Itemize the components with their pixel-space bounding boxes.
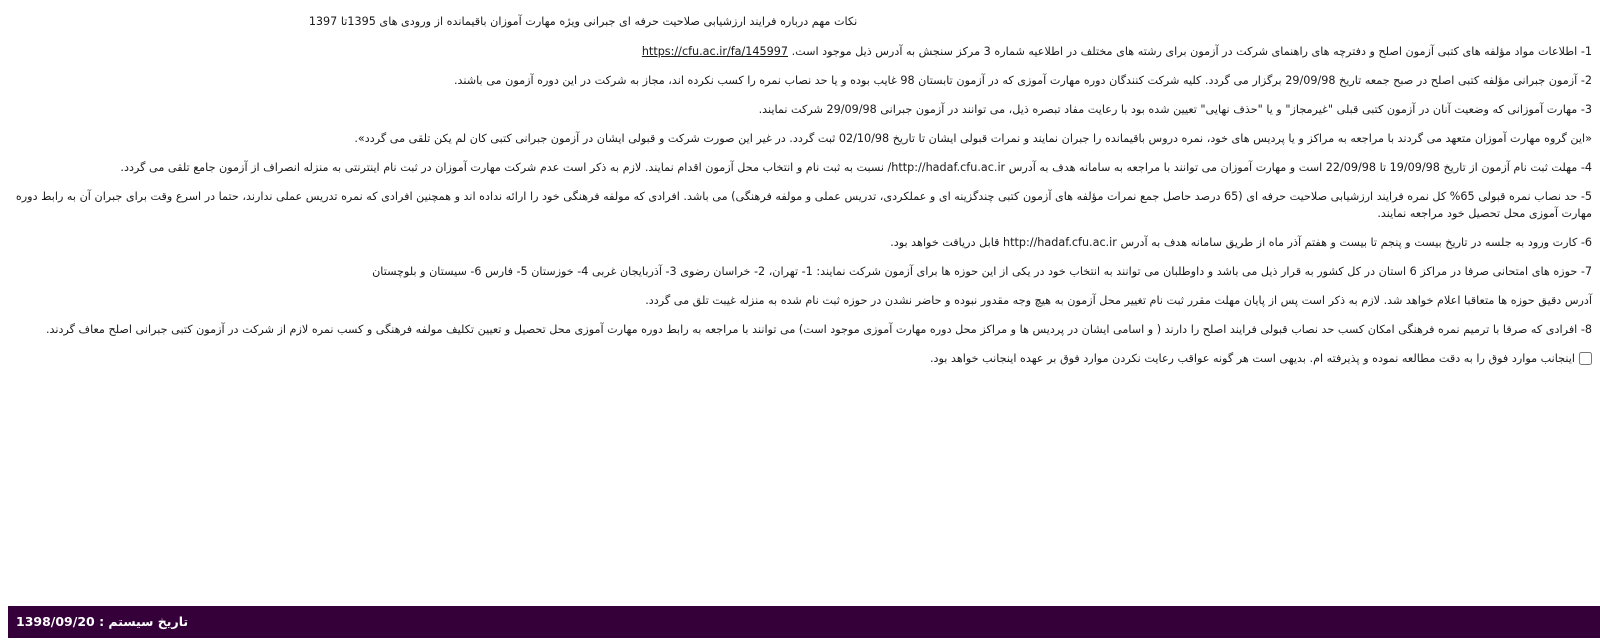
notice-item-2: 2- آزمون جبرانی مؤلفه کتبی اصلح در صبح جمعه تاریخ 29/09/98 برگزار می گردد. کلیه شرکت کنندگان دوره مهارت آموزی که در آزمون تابستان 98 غایب بوده و یا حد نصاب نمره را کسب نکرده اند، مجاز به شرکت در این دوره آزمون می باشند. bbox=[453, 74, 1592, 87]
notice-item-1 bbox=[4, 43, 1592, 60]
notice-item-4: 4- مهلت ثبت نام آزمون از تاریخ 19/09/98 تا 22/09/98 است و مهارت آموزان می توانند با مراجعه به سامانه هدف به آدرس http://hadaf.cfu.ac.ir/ نسبت به ثبت نام و انتخاب محل آزمون اقدام نمایند. لازم به ذکر است عدم شرکت مهارت آموزان در ثبت نام اینترنتی به منزله انصراف از آزمون جامع تلقی می گردد. bbox=[120, 161, 1592, 174]
notice-item-8: 8- افرادی که صرفا با ترمیم نمره فرهنگی امکان کسب حد نصاب قبولی فرایند اصلح را دارند ( و اسامی ایشان در پردیس ها و مراکز محل دوره مهارت آموزی موجود است) می توانند با مراجعه به رابط دوره مهارت آموزی محل تحصیل و تعیین تکلیف مولفه فرهنگی و کسب نمره لازم از شرکت در آزمون کتبی جبرانی اصلح معاف گردند. bbox=[45, 323, 1592, 336]
notice-item-6: 6- کارت ورود به جلسه در تاریخ بیست و پنجم تا بیست و هفتم آذر ماه از طریق سامانه هدف به آدرس http://hadaf.cfu.ac.ir قابل دریافت خواهد بود. bbox=[890, 236, 1592, 249]
system-date: تاریخ سیستم : 1398/09/20 bbox=[16, 614, 189, 629]
notice-item-3-note: «این گروه مهارت آموزان متعهد می گردند با مراجعه به مراکز و یا پردیس های خود، نمره دروس باقیمانده را جبران نمایند و نمرات قبولی ایشان تا تاریخ 02/10/98 ثبت گردد. در غیر این صورت شرکت و قبولی ایشان در آزمون جبرانی کتبی کان لم یکن تلقی می گردد». bbox=[354, 132, 1592, 145]
notice-item-1-link[interactable]: https://cfu.ac.ir/fa/145997 bbox=[641, 45, 788, 58]
agreement-row bbox=[4, 350, 1592, 367]
notice-item-3: 3- مهارت آموزانی که وضعیت آنان در آزمون کتبی قبلی "غیرمجاز" و یا "حذف نهایی" تعیین شده بود با رعایت مفاد تبصره ذیل، می توانند در آزمون جبرانی 29/09/98 شرکت نمایند. bbox=[758, 103, 1592, 116]
notice-content bbox=[4, 14, 1592, 367]
notice-title: نکات مهم درباره فرایند ارزشیابی صلاحیت حرفه ای جبرانی ویژه مهارت آموزان باقیمانده از ورودی های 1395تا 1397 bbox=[308, 15, 858, 28]
notice-item-5: 5- حد نصاب نمره قبولی 65% کل نمره فرایند ارزشیابی صلاحیت حرفه ای (65 درصد حاصل جمع نمرات مؤلفه های آزمون کتبی چندگزینه ای و عملکردی، تدریس عملی و مولفه فرهنگی) می باشد. افرادی که مولفه فرهنگی خود را ارائه نداده اند و همچنین افرادی که نمره تدریس عملی ندارند، حتما در اسرع وقت برای جبران آن به رابط دوره مهارت آموزی محل تحصیل خود مراجعه نمایند. bbox=[15, 190, 1592, 220]
agreement-label[interactable]: اینجانب موارد فوق را به دقت مطالعه نموده و پذیرفته ام. بدیهی است هر گونه عواقب رعایت نکردن موارد فوق بر عهده اینجانب خواهد بود. bbox=[929, 352, 1575, 365]
agreement-checkbox[interactable] bbox=[1579, 352, 1592, 365]
notice-item-7-note: آدرس دقیق حوزه ها متعاقبا اعلام خواهد شد. لازم به ذکر است پس از پایان مهلت مقرر ثبت نام تغییر محل آزمون به هیچ وجه مقدور نبوده و حاضر نشدن در حوزه ثبت نام شده به منزله غیبت تلق می گردد. bbox=[645, 294, 1592, 307]
notice-item-1-text: 1- اطلاعات مواد مؤلفه های کتبی آزمون اصلح و دفترچه های راهنمای شرکت در آزمون برای رشته های مختلف در اطلاعیه شماره 3 مرکز سنجش به آدرس ذیل موجود است. bbox=[791, 45, 1592, 58]
notice-item-7: 7- حوزه های امتحانی صرفا در مراکز 6 استان در کل کشور به قرار ذیل می باشد و داوطلبان می توانند به انتخاب خود در یکی از این حوزه ها برای آزمون شرکت نمایند: 1- تهران، 2- خراسان رضوی 3- آذربایجان غربی 4- خوزستان 5- فارس 6- سیستان و بلوچستان bbox=[372, 265, 1592, 278]
footer-bar bbox=[8, 606, 1600, 638]
